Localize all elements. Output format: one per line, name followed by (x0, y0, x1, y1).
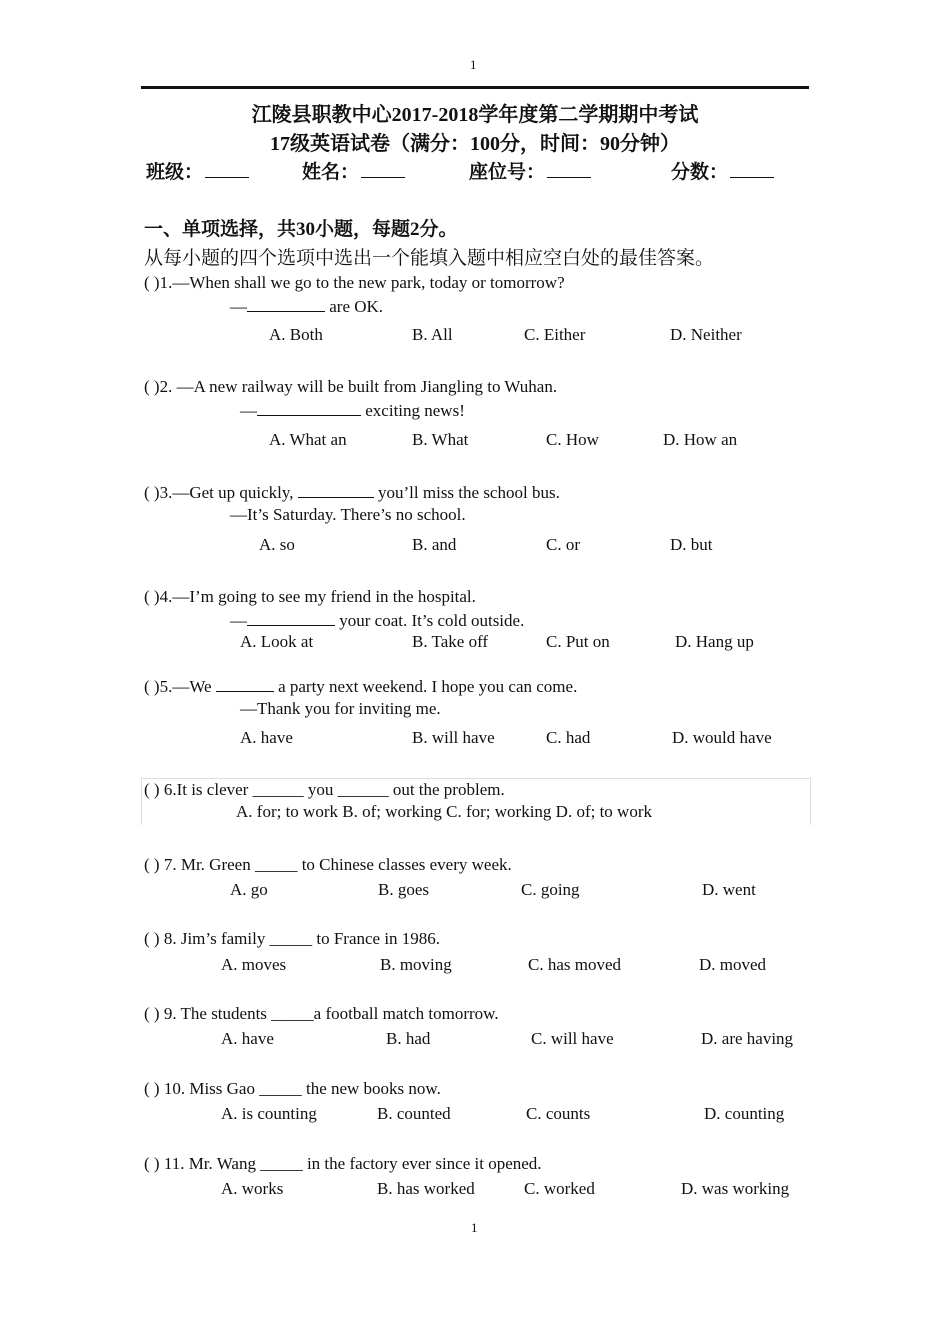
question-2-option-a: A. What an (269, 430, 347, 449)
page-number-top: 1 (470, 57, 477, 72)
question-6-options: A. for; to work B. of; working C. for; working D. of; to work (236, 802, 652, 821)
question-5-stem (144, 676, 577, 697)
question-4-option-d: D. Hang up (675, 632, 754, 651)
answer-blank (247, 296, 325, 312)
question-11-option-d: D. was working (681, 1179, 790, 1198)
seat-field (469, 157, 591, 184)
score-label: 分数： (671, 162, 729, 183)
question-5-option-c: C. had (546, 728, 591, 747)
line-text: your coat. It’s cold outside. (335, 611, 525, 630)
section-instruction: 从每小题的四个选项中选出一个能填入题中相应空白处的最佳答案。 (144, 248, 715, 269)
question-3-option-c: C. or (546, 535, 580, 554)
question-11-stem: ( ) 11. Mr. Wang _____ in the factory ever since it opened. (144, 1154, 542, 1173)
name-blank[interactable] (361, 163, 405, 178)
question-3-option-b: B. and (412, 535, 457, 554)
name-field (302, 157, 405, 184)
question-2-stem: ( )2. —A new railway will be built from Jiangling to Wuhan. (144, 377, 558, 396)
question-3-line2: —It’s Saturday. There’s no school. (230, 505, 466, 524)
exam-title: 江陵县职教中心2017-2018学年度第二学期期中考试 (251, 104, 699, 126)
question-4-stem: ( )4.—I’m going to see my friend in the hospital. (144, 587, 476, 606)
question-9-option-a: A. have (221, 1029, 274, 1048)
header-rule (141, 86, 809, 89)
question-8-option-d: D. moved (699, 955, 767, 974)
question-2-option-c: C. How (546, 430, 599, 449)
question-9-option-b: B. had (386, 1029, 431, 1048)
question-5-option-b: B. will have (412, 728, 495, 747)
question-11-option-a: A. works (221, 1179, 284, 1198)
question-1-option-a: A. Both (269, 325, 323, 344)
question-9-option-d: D. are having (701, 1029, 794, 1048)
question-2-option-d: D. How an (663, 430, 738, 449)
question-11-option-b: B. has worked (377, 1179, 475, 1198)
score-field (671, 157, 774, 184)
question-8-option-a: A. moves (221, 955, 287, 974)
score-blank[interactable] (730, 163, 774, 178)
question-10-option-a: A. is counting (221, 1104, 317, 1123)
class-label: 班级： (146, 162, 204, 183)
question-1-line2 (230, 296, 383, 317)
answer-blank (257, 400, 361, 416)
answer-blank (247, 610, 335, 626)
seat-blank[interactable] (547, 163, 591, 178)
stem-text: ( )3.—Get up quickly, (144, 483, 298, 502)
question-1-stem: ( )1.—When shall we go to the new park, today or tomorrow? (144, 273, 565, 292)
dash: — (240, 401, 257, 420)
question-10-option-d: D. counting (704, 1104, 785, 1123)
question-8-stem: ( ) 8. Jim’s family _____ to France in 1986. (144, 929, 441, 948)
question-7-stem: ( ) 7. Mr. Green _____ to Chinese classes every week. (144, 855, 512, 874)
class-field (146, 157, 249, 184)
section-heading: 一、单项选择，共30小题，每题2分。 (144, 219, 458, 240)
stem-text: a party next weekend. I hope you can come. (273, 677, 578, 696)
answer-blank (216, 676, 274, 692)
question-3-option-d: D. but (670, 535, 713, 554)
dash: — (230, 611, 247, 630)
class-blank[interactable] (205, 163, 249, 178)
question-1-option-b: B. All (412, 325, 453, 344)
question-7-option-d: D. went (702, 880, 756, 899)
question-1-option-d: D. Neither (670, 325, 742, 344)
question-4-option-b: B. Take off (412, 632, 489, 651)
stem-text: ( )5.—We (144, 677, 216, 696)
line-text: exciting news! (361, 401, 465, 420)
question-8-option-c: C. has moved (528, 955, 622, 974)
stem-text: you’ll miss the school bus. (373, 483, 560, 502)
question-9-stem: ( ) 9. The students _____a football match tomorrow. (144, 1004, 499, 1023)
exam-subtitle: 17级英语试卷（满分：100分，时间：90分钟） (270, 133, 680, 155)
question-5-option-a: A. have (240, 728, 293, 747)
question-4-line2 (230, 610, 524, 631)
question-7-option-c: C. going (521, 880, 580, 899)
question-3-stem (144, 482, 560, 503)
question-10-option-b: B. counted (377, 1104, 451, 1123)
question-5-line2: —Thank you for inviting me. (240, 699, 441, 718)
question-8-option-b: B. moving (380, 955, 452, 974)
question-9-option-c: C. will have (531, 1029, 614, 1048)
question-2-option-b: B. What (412, 430, 469, 449)
seat-label: 座位号： (469, 162, 546, 183)
question-6-stem: ( ) 6.It is clever ______ you ______ out the problem. (144, 780, 505, 799)
question-7-option-b: B. goes (378, 880, 429, 899)
question-4-option-a: A. Look at (240, 632, 314, 651)
question-7-option-a: A. go (230, 880, 268, 899)
question-3-option-a: A. so (259, 535, 295, 554)
dash: — (230, 297, 247, 316)
question-4-option-c: C. Put on (546, 632, 610, 651)
question-10-option-c: C. counts (526, 1104, 591, 1123)
question-1-option-c: C. Either (524, 325, 586, 344)
question-5-option-d: D. would have (672, 728, 772, 747)
question-2-line2 (240, 400, 465, 421)
question-10-stem: ( ) 10. Miss Gao _____ the new books now. (144, 1079, 441, 1098)
line-text: are OK. (325, 297, 384, 316)
question-11-option-c: C. worked (524, 1179, 595, 1198)
answer-blank (298, 482, 374, 498)
name-label: 姓名： (302, 162, 360, 183)
page-number-bottom: 1 (471, 1220, 478, 1235)
